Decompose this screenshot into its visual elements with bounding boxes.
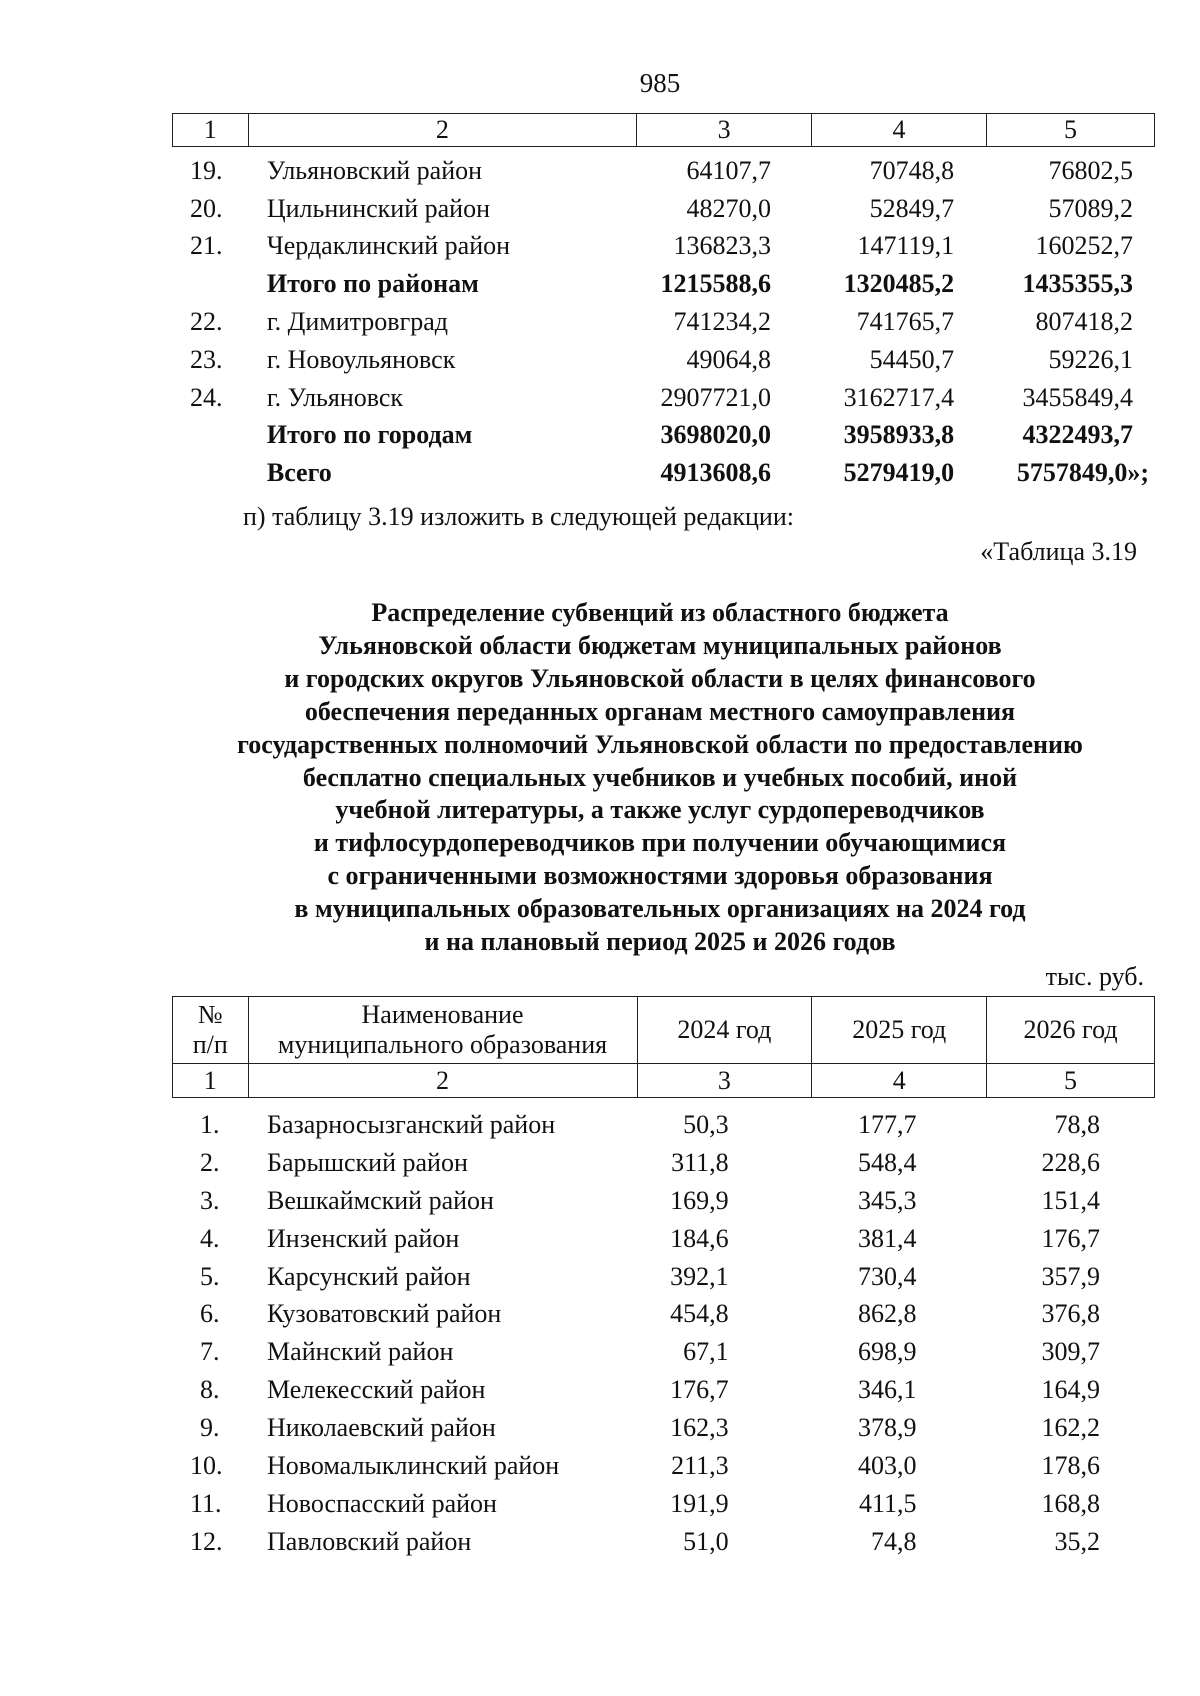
- row-number: 12.: [190, 1526, 223, 1556]
- value-2024: 169,9: [670, 1185, 729, 1215]
- value-col5: 59226,1: [1048, 344, 1133, 374]
- value-2024: 392,1: [670, 1261, 729, 1291]
- table-row: [172, 1523, 1155, 1561]
- table-row: [172, 1220, 1155, 1258]
- col-number-3: 3: [637, 1064, 812, 1098]
- table-row: [172, 379, 1155, 417]
- value-col3: 4913608,6: [660, 458, 771, 488]
- value-2025: 730,4: [858, 1261, 917, 1291]
- title-line: государственных полномочий Ульяновской области по предоставлению: [237, 729, 1083, 759]
- row-number: 10.: [190, 1450, 223, 1480]
- header-num: [173, 997, 249, 1064]
- column-number-row: [173, 1064, 1155, 1098]
- row-name: Ульяновский район: [266, 155, 483, 185]
- row-number: 19.: [190, 155, 223, 185]
- value-2026: 35,2: [1054, 1526, 1100, 1556]
- table-row: [172, 1182, 1155, 1220]
- value-2024: 311,8: [671, 1147, 729, 1177]
- row-number: [172, 417, 256, 455]
- value-col5: 3455849,4: [1022, 382, 1133, 412]
- row-number: 20.: [190, 193, 223, 223]
- row-number: [172, 265, 256, 303]
- value-2025: 346,1: [858, 1375, 917, 1405]
- value-2025: 378,9: [858, 1413, 917, 1443]
- table-label: «Таблица 3.19: [980, 537, 1137, 566]
- value-col3: 2907721,0: [660, 382, 771, 412]
- table-row: [172, 341, 1155, 379]
- title-line: и тифлосурдопереводчиков при получении обучающимися: [313, 828, 1007, 858]
- value-col4: 70748,8: [869, 155, 955, 185]
- table-row: [172, 1295, 1155, 1333]
- value-col3: 49064,8: [686, 344, 771, 374]
- units-label: тыс. руб.: [1045, 962, 1144, 991]
- value-2026: 164,9: [1041, 1375, 1100, 1405]
- total-row-cities: [172, 417, 1155, 455]
- continued-table-header: [172, 113, 1155, 147]
- value-col3: 3698020,0: [660, 420, 771, 450]
- new-table-body: [172, 1106, 1155, 1561]
- value-col5: 57089,2: [1048, 193, 1133, 223]
- value-2025: 548,4: [858, 1147, 917, 1177]
- table-row: [172, 1447, 1155, 1485]
- row-name: г. Димитровград: [266, 307, 448, 337]
- row-name: Карсунский район: [267, 1261, 471, 1291]
- title-line: учебной литературы, а также услуг сурдопереводчиков: [335, 795, 985, 825]
- header-name-line2: муниципального образования: [277, 1030, 608, 1059]
- value-2025: 698,9: [858, 1337, 917, 1367]
- value-2025: 74,8: [871, 1526, 917, 1556]
- title-line: Ульяновской области бюджетам муниципальных районов: [318, 630, 1002, 660]
- value-col3: 1215588,6: [660, 269, 771, 299]
- value-2026: 151,4: [1041, 1185, 1100, 1215]
- header-row: [173, 997, 1155, 1064]
- row-number: 21.: [190, 231, 223, 261]
- value-col3: 136823,3: [673, 231, 771, 261]
- col-number-1: 1: [173, 1064, 249, 1098]
- row-name: Базарносызганский район: [267, 1109, 556, 1139]
- header-name: [248, 997, 637, 1064]
- table-row: [172, 1485, 1155, 1523]
- value-2025: 345,3: [858, 1185, 917, 1215]
- new-table-header: [172, 996, 1155, 1098]
- table-row: [172, 1409, 1155, 1447]
- value-2026: 162,2: [1041, 1413, 1100, 1443]
- value-col4: 1320485,2: [843, 269, 955, 299]
- row-number: 24.: [190, 382, 223, 412]
- value-col4: 5279419,0: [843, 458, 955, 488]
- header-2025: 2025 год: [812, 997, 987, 1064]
- row-name: Мелекесский район: [267, 1375, 486, 1405]
- value-2025: 177,7: [858, 1109, 917, 1139]
- value-2026: 357,9: [1041, 1261, 1100, 1291]
- table-row: [172, 1106, 1155, 1144]
- value-2024: 191,9: [670, 1488, 729, 1518]
- table-row: [172, 1371, 1155, 1409]
- row-number: 2.: [200, 1147, 220, 1177]
- header-2026: 2026 год: [987, 997, 1155, 1064]
- row-number: 3.: [200, 1185, 220, 1215]
- value-2024: 51,0: [683, 1526, 729, 1556]
- row-number: 9.: [200, 1413, 220, 1443]
- col-number-5: 5: [987, 114, 1155, 147]
- col-number-1: 1: [173, 114, 249, 147]
- row-number: 22.: [190, 307, 223, 337]
- row-name: Павловский район: [267, 1526, 472, 1556]
- row-name: Майнский район: [267, 1337, 454, 1367]
- header-num-line1: №: [197, 1000, 223, 1029]
- value-col4: 147119,1: [857, 231, 955, 261]
- row-number: 11.: [190, 1488, 222, 1518]
- value-2026: 178,6: [1041, 1450, 1100, 1480]
- title-line: и на плановый период 2025 и 2026 годов: [424, 927, 896, 957]
- value-2024: 454,8: [670, 1299, 729, 1329]
- col-number-4: 4: [812, 114, 987, 147]
- value-2026: 376,8: [1041, 1299, 1100, 1329]
- title-line: Распределение субвенций из областного бюджета: [371, 598, 949, 627]
- table-row: [172, 1333, 1155, 1371]
- title-line: в муниципальных образовательных организациях на 2024 год: [294, 894, 1026, 924]
- row-number: 5.: [200, 1261, 220, 1291]
- col-number-3: 3: [637, 114, 812, 147]
- row-name: Инзенский район: [267, 1223, 460, 1253]
- value-2026: 309,7: [1041, 1337, 1100, 1367]
- value-2025: 862,8: [858, 1299, 917, 1329]
- row-name: Итого по городам: [266, 420, 473, 450]
- continued-table-body: [172, 152, 1155, 492]
- amendment-paragraph: п) таблицу 3.19 изложить в следующей редакции:: [243, 502, 794, 531]
- value-col4: 54450,7: [869, 344, 955, 374]
- row-name: Николаевский район: [267, 1413, 496, 1443]
- header-row: [173, 114, 1155, 147]
- row-name: Цильнинский район: [266, 193, 490, 223]
- table-row: [172, 303, 1155, 341]
- row-number: 23.: [190, 344, 223, 374]
- value-col5: 76802,5: [1048, 155, 1133, 185]
- row-name: Чердаклинский район: [266, 231, 511, 261]
- value-2024: 211,3: [671, 1450, 729, 1480]
- value-2025: 381,4: [858, 1223, 917, 1253]
- value-col4: 741765,7: [856, 307, 955, 337]
- row-name: Кузоватовский район: [267, 1299, 502, 1329]
- row-number: 1.: [200, 1109, 220, 1139]
- value-col4: 52849,7: [869, 193, 955, 223]
- row-number: 7.: [200, 1337, 220, 1367]
- value-col4: 3162717,4: [843, 382, 955, 412]
- value-col5: 5757849,0»;: [1016, 458, 1149, 488]
- value-2026: 228,6: [1041, 1147, 1100, 1177]
- table-row: [172, 1258, 1155, 1296]
- total-row-districts: [172, 265, 1155, 303]
- value-col3: 64107,7: [686, 155, 771, 185]
- value-2026: 168,8: [1041, 1488, 1100, 1518]
- row-name: Барышский район: [267, 1147, 468, 1177]
- value-2024: 184,6: [670, 1223, 729, 1253]
- header-2024: 2024 год: [637, 997, 812, 1064]
- value-col5: 4322493,7: [1022, 420, 1133, 450]
- header-name-line1: Наименование: [361, 1000, 524, 1029]
- table-row: [172, 228, 1155, 266]
- table-title: [130, 597, 1190, 959]
- row-name: Итого по районам: [266, 269, 479, 299]
- value-2024: 50,3: [683, 1109, 729, 1139]
- value-2024: 162,3: [670, 1413, 729, 1443]
- title-line: с ограниченными возможностями здоровья образования: [327, 861, 993, 891]
- value-col3: 48270,0: [686, 193, 771, 223]
- row-number: 6.: [200, 1299, 220, 1329]
- row-name: Новоспасский район: [267, 1488, 497, 1518]
- row-number: [172, 454, 256, 492]
- row-name: г. Новоульяновск: [266, 344, 456, 374]
- row-number: 4.: [200, 1223, 220, 1253]
- title-line: обеспечения переданных органам местного самоуправления: [304, 696, 1016, 726]
- row-name: Новомалыклинский район: [267, 1450, 560, 1480]
- row-name: Вешкаймский район: [267, 1185, 494, 1215]
- value-2024: 67,1: [683, 1337, 729, 1367]
- row-number: 8.: [200, 1375, 220, 1405]
- page-number: 985: [639, 68, 681, 98]
- table-row: [172, 190, 1155, 228]
- value-col4: 3958933,8: [843, 420, 955, 450]
- grand-total-row: [172, 454, 1155, 492]
- value-2025: 411,5: [858, 1488, 917, 1518]
- title-line: и городских округов Ульяновской области в целях финансового: [284, 663, 1036, 693]
- row-name: Всего: [266, 458, 332, 488]
- row-name: г. Ульяновск: [266, 382, 404, 412]
- value-col3: 741234,2: [673, 307, 771, 337]
- value-2025: 403,0: [858, 1450, 917, 1480]
- value-col5: 807418,2: [1035, 307, 1133, 337]
- value-2026: 176,7: [1041, 1223, 1100, 1253]
- value-col5: 1435355,3: [1022, 269, 1133, 299]
- value-col5: 160252,7: [1035, 231, 1133, 261]
- header-num-line2: п/п: [192, 1030, 228, 1059]
- table-row: [172, 1144, 1155, 1182]
- value-2024: 176,7: [670, 1375, 729, 1405]
- title-line: бесплатно специальных учебников и учебных пособий, иной: [302, 762, 1018, 792]
- value-2026: 78,8: [1054, 1109, 1100, 1139]
- col-number-4: 4: [812, 1064, 987, 1098]
- col-number-2: 2: [248, 114, 637, 147]
- col-number-2: 2: [248, 1064, 637, 1098]
- col-number-5: 5: [987, 1064, 1155, 1098]
- table-row: [172, 152, 1155, 190]
